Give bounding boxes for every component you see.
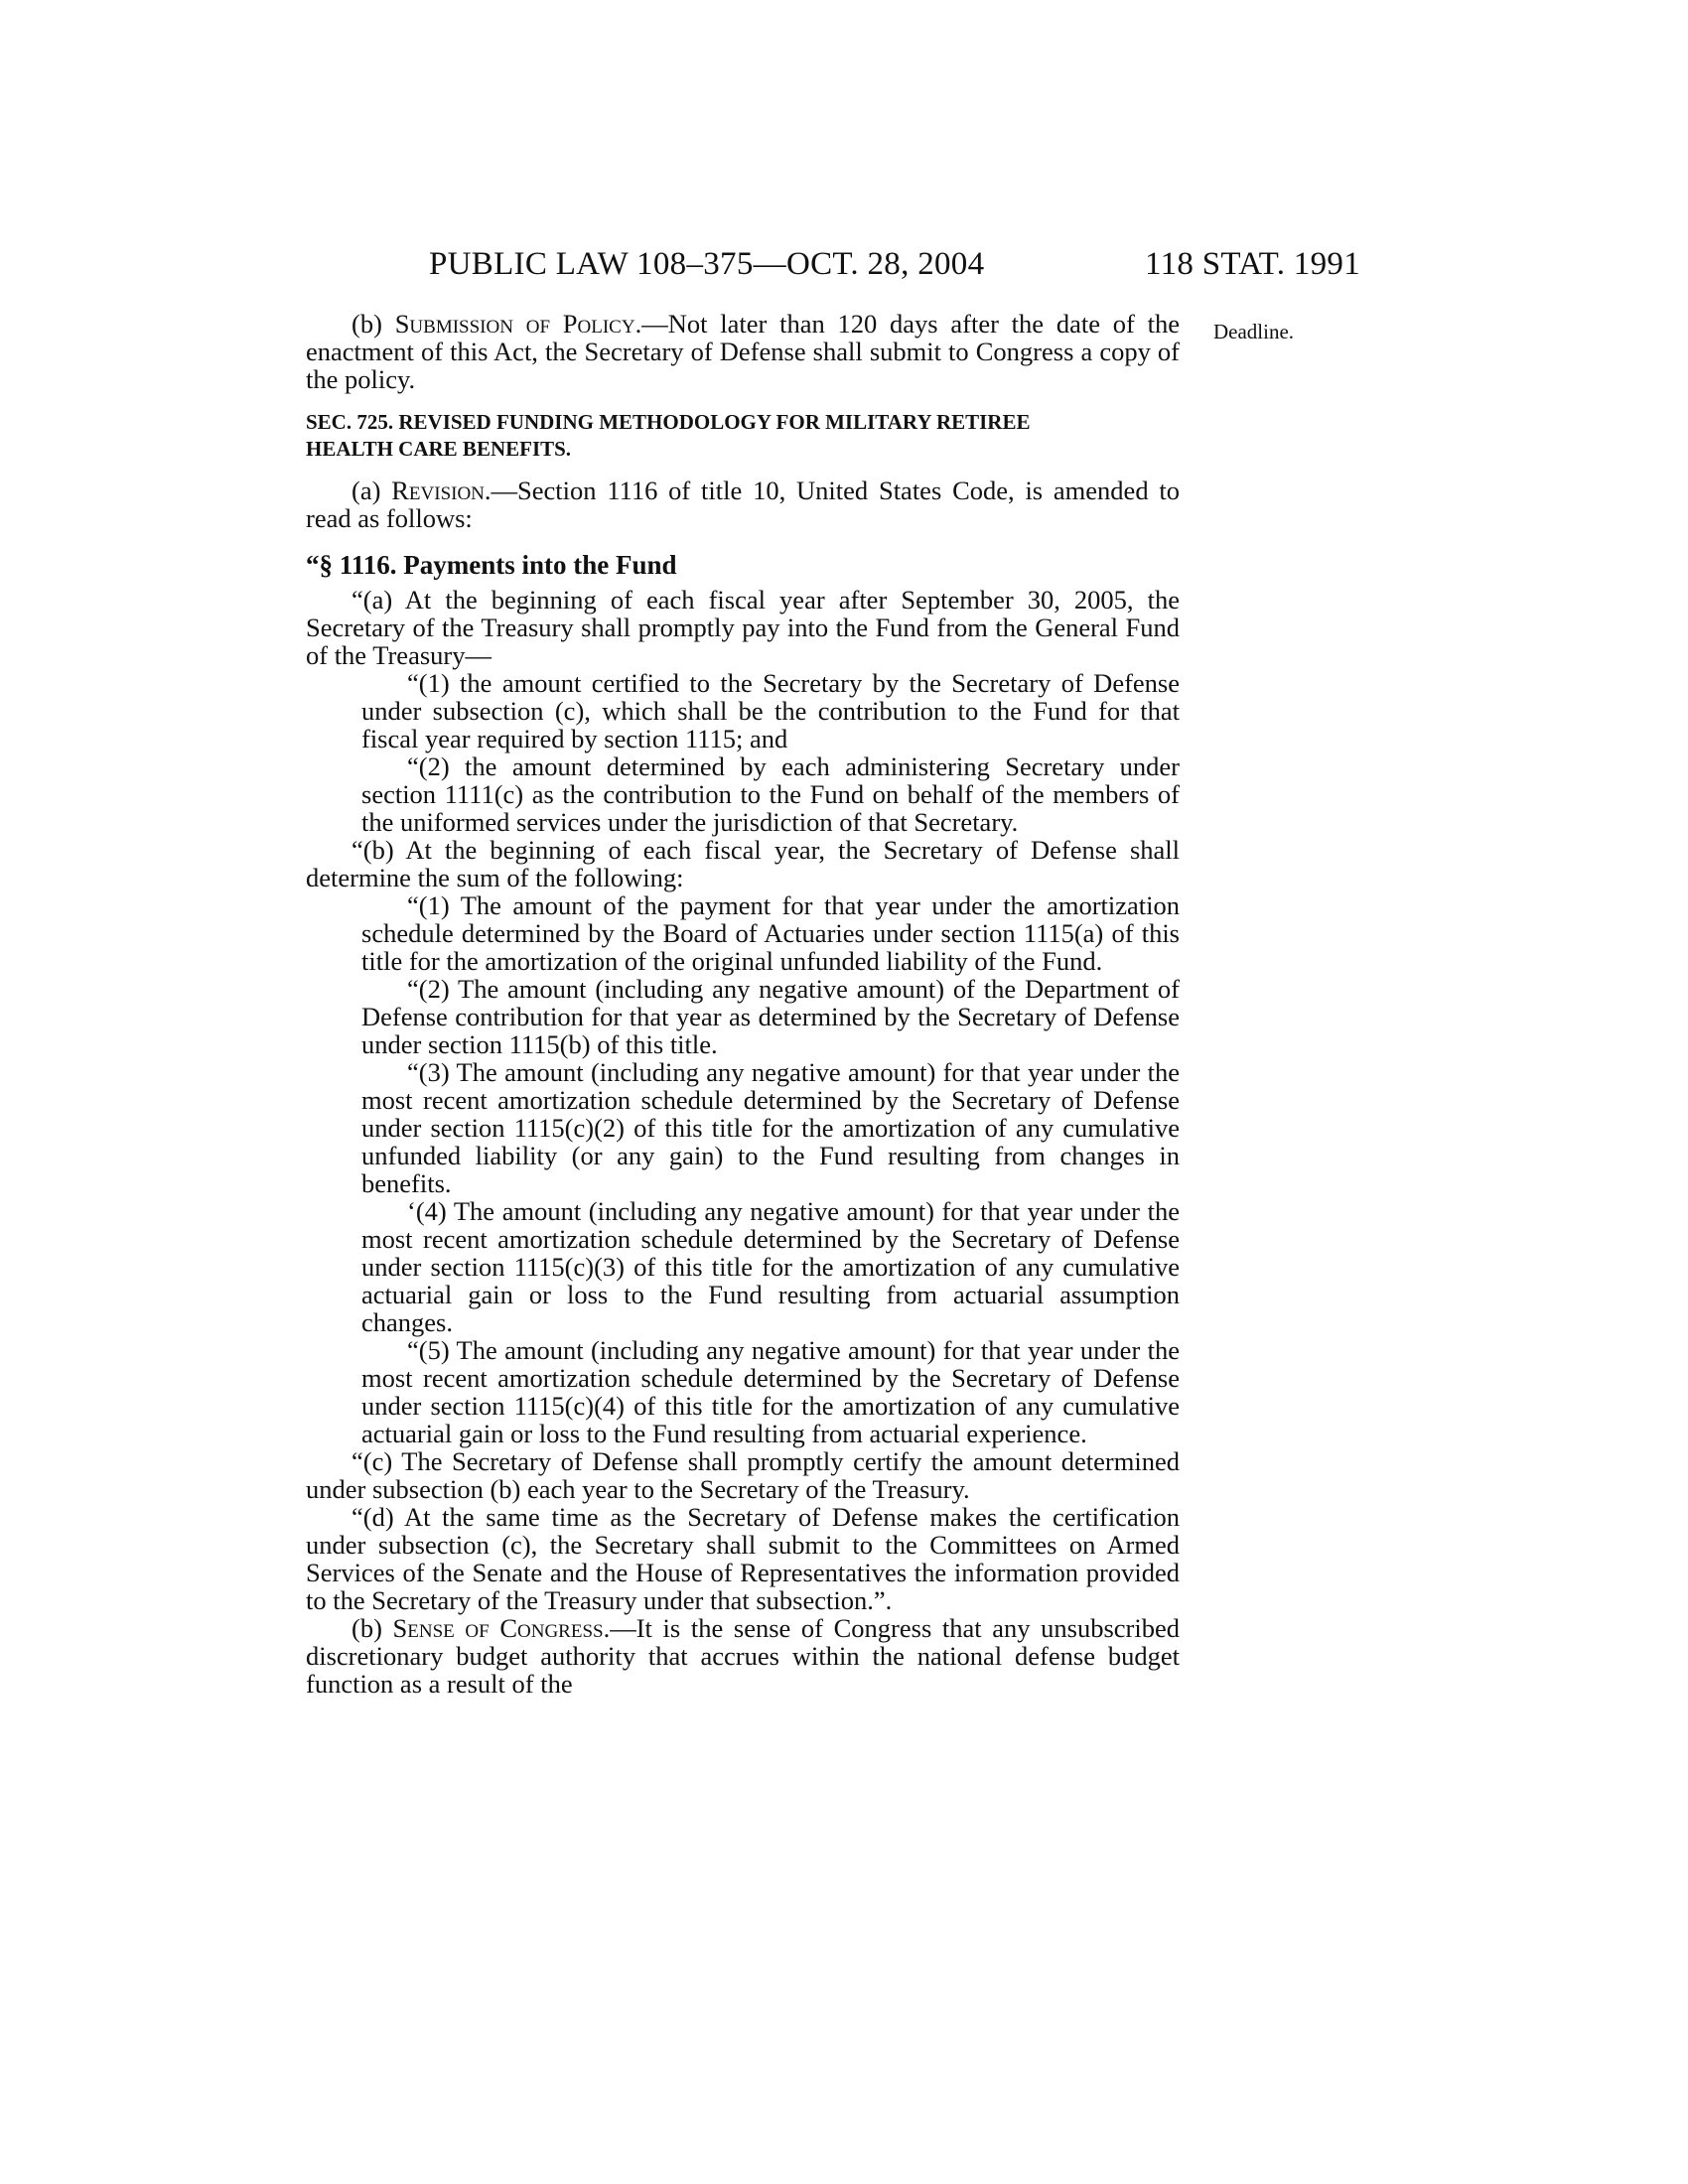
subsection-label: (b) xyxy=(352,309,395,339)
margin-note-deadline: Deadline. xyxy=(1213,320,1295,343)
subsection-text: .—Section 1116 of title 10, United States Code, is amended to read as follows: xyxy=(306,476,1180,533)
subsection-b-1-paragraph: “(1) The amount of the payment for that year under the amortization schedule determined by the Board of Actuaries under section 1115(a) of this title for the amortization of the original unfunded liability of the Fund. xyxy=(361,890,1180,976)
subsection-a-2-paragraph: “(2) the amount determined by each administering Secretary under section 1111(c) as the contribution to the Fund on behalf of the members of the uniformed services under the jurisdiction of that Secretary. xyxy=(361,751,1180,837)
subsection-label: (b) xyxy=(352,1613,393,1643)
subsection-b-4-paragraph: ‘(4) The amount (including any negative amount) for that year under the most recent amortization schedule determined by the Secretary of Defense under section 1115(c)(3) of this title for the amortization of any cumulative actuarial gain or loss to the Fund resulting from actuarial assumption changes. xyxy=(361,1196,1180,1337)
body-text-column xyxy=(306,310,1180,1698)
revision-paragraph xyxy=(306,477,1180,532)
section-heading-line-2: HEALTH CARE BENEFITS. xyxy=(306,437,572,461)
subsection-heading: Submission of Policy xyxy=(394,309,635,339)
subsection-heading: Revision xyxy=(391,476,485,505)
subsection-d-paragraph: “(d) At the same time as the Secretary of Defense makes the certification under subsection (c), the Secretary shall submit to the Committees on Armed Services of the Senate and the House of Representatives the information provided to the Secretary of the Treasury under that subsection.”. xyxy=(306,1502,1180,1615)
running-header-left: PUBLIC LAW 108–375—OCT. 28, 2004 xyxy=(429,246,985,282)
submission-of-policy-paragraph xyxy=(306,310,1180,393)
subsection-text: .—Not later than 120 days after the date of the enactment of this Act, the Secretary of Defense shall submit to Congress a copy of the policy. xyxy=(306,309,1180,394)
subsection-heading: Sense of Congress xyxy=(392,1613,604,1643)
subsection-b-2-paragraph: “(2) The amount (including any negative amount) of the Department of Defense contribution for that year as determined by the Secretary of Defense under section 1115(b) of this title. xyxy=(361,974,1180,1059)
subsection-b-paragraph: “(b) At the beginning of each fiscal year, the Secretary of Defense shall determine the sum of the following: xyxy=(306,835,1180,892)
subsection-a-paragraph: “(a) At the beginning of each fiscal year after September 30, 2005, the Secretary of the Treasury shall promptly pay into the Fund from the General Fund of the Treasury— xyxy=(306,585,1180,670)
running-header-page-number: 118 STAT. 1991 xyxy=(1145,246,1360,282)
subsection-b-5-paragraph: “(5) The amount (including any negative amount) for that year under the most recent amortization schedule determined by the Secretary of Defense under section 1115(c)(4) of this title for the amortization of any cumulative actuarial gain or loss to the Fund resulting from actuarial experience. xyxy=(361,1335,1180,1448)
subsection-a-1-paragraph: “(1) the amount certified to the Secretary by the Secretary of Defense under subsection (c), which shall be the contribution to the Fund for that fiscal year required by section 1115; and xyxy=(361,668,1180,753)
subsection-b-3-paragraph: “(3) The amount (including any negative amount) for that year under the most recent amortization schedule determined by the Secretary of Defense under section 1115(c)(2) of this title for the amortization of any cumulative unfunded liability (or any gain) to the Fund resulting from changes in benefits. xyxy=(361,1057,1180,1198)
code-section-heading: “§ 1116. Payments into the Fund xyxy=(306,550,677,580)
section-heading-line-1: SEC. 725. REVISED FUNDING METHODOLOGY FOR MILITARY RETIREE xyxy=(306,410,1031,434)
subsection-c-paragraph: “(c) The Secretary of Defense shall promptly certify the amount determined under subsection (b) each year to the Secretary of the Treasury. xyxy=(306,1446,1180,1504)
subsection-text: .—It is the sense of Congress that any unsubscribed discretionary budget authority that accrues within the national defense budget function as a result of the xyxy=(306,1613,1181,1699)
sense-of-congress-paragraph xyxy=(306,1614,1180,1698)
subsection-label: (a) xyxy=(352,476,392,505)
section-heading xyxy=(306,409,1180,463)
